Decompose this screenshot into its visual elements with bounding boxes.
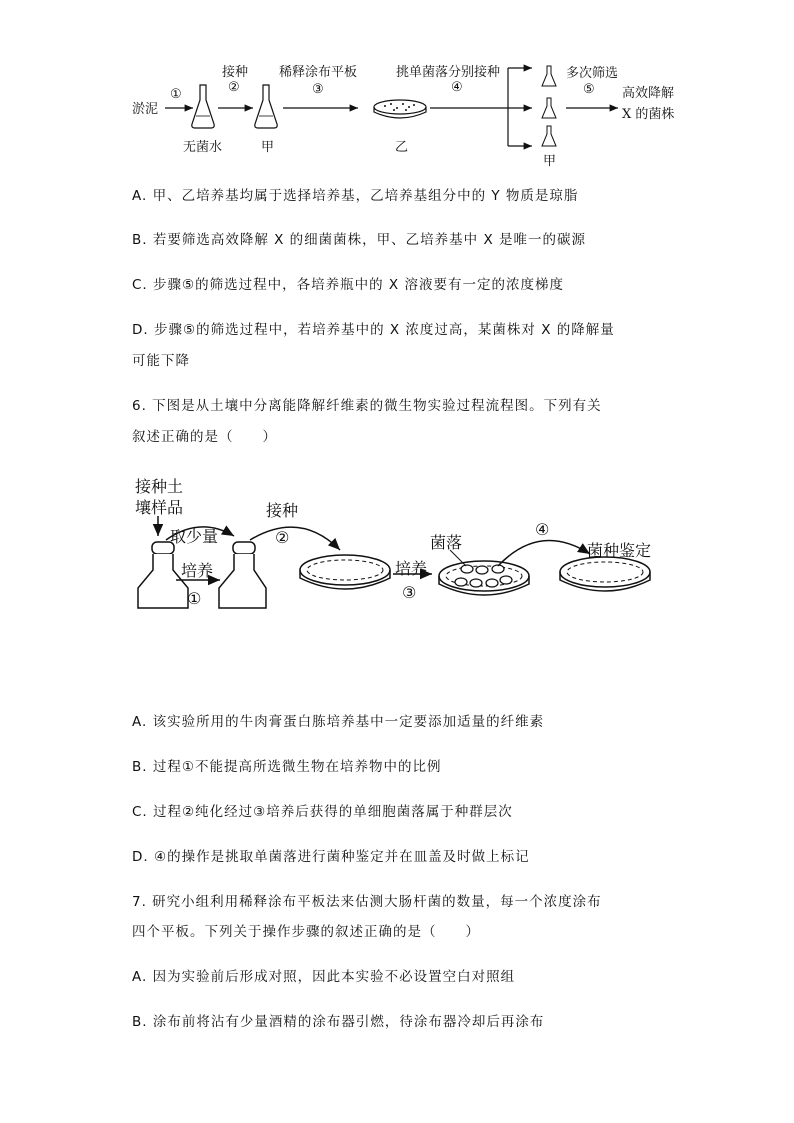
q5-option-a: A. 甲、乙培养基均属于选择培养基，乙培养基组分中的 Y 物质是琼脂: [132, 188, 579, 204]
take-small-label: 取少量: [170, 527, 219, 546]
yi-label: 乙: [395, 140, 409, 155]
inoc-soil-label-1: 接种土: [135, 477, 184, 496]
inoculate-label: 接种: [222, 65, 249, 80]
jia2-label: 甲: [543, 154, 557, 169]
step5-mark: ⑤: [583, 82, 595, 97]
figure2-drawing: [0, 470, 794, 630]
result-label-1: 高效降解: [622, 86, 675, 101]
step3-mark: ③: [312, 82, 324, 97]
step4-mark: ④: [451, 80, 463, 95]
q6-option-b: B. 过程①不能提高所选微生物在培养物中的比例: [132, 759, 442, 775]
q5-option-d-cont: 可能下降: [132, 353, 190, 369]
culture-label-3: 培养: [395, 559, 428, 578]
repeat-screen-label: 多次筛选: [566, 66, 619, 81]
q7-option-b: B. 涂布前将沾有少量酒精的涂布器引燃，待涂布器冷却后再涂布: [132, 1014, 545, 1030]
result-label-2: X 的菌株: [622, 107, 675, 122]
inoc-soil-label-2: 壤样品: [135, 498, 184, 517]
mud-label: 淤泥: [132, 102, 159, 117]
figure-cellulose-isolation: [0, 470, 794, 630]
step2-mark: ②: [228, 80, 240, 95]
dilute-spread-label: 稀释涂布平板: [279, 65, 358, 80]
step3-mark-2: ③: [402, 583, 417, 602]
identify-label: 菌种鉴定: [587, 541, 652, 560]
sterile-water-label: 无菌水: [183, 140, 223, 155]
colony-label: 菌落: [430, 533, 463, 552]
jia-label: 甲: [261, 140, 275, 155]
q6-option-a: A. 该实验所用的牛肉膏蛋白胨培养基中一定要添加适量的纤维素: [132, 714, 545, 730]
q7-stem-2: 四个平板。下列关于操作步骤的叙述正确的是（ ）: [132, 924, 480, 940]
q5-option-b: B. 若要筛选高效降解 X 的细菌菌株，甲、乙培养基中 X 是唯一的碳源: [132, 232, 587, 248]
q5-option-c: C. 步骤⑤的筛选过程中，各培养瓶中的 X 溶液要有一定的浓度梯度: [132, 277, 564, 293]
culture-label-1: 培养: [181, 561, 214, 580]
q7-option-a: A. 因为实验前后形成对照，因此本实验不必设置空白对照组: [132, 969, 516, 985]
q6-option-d: D. ④的操作是挑取单菌落进行菌种鉴定并在皿盖及时做上标记: [132, 849, 530, 865]
step1-mark: ①: [170, 87, 182, 102]
q6-stem-1: 6. 下图是从土壤中分离能降解纤维素的微生物实验过程流程图。下列有关: [132, 398, 602, 414]
inoculate-label-2: 接种: [266, 501, 299, 520]
step1-mark-2: ①: [187, 589, 202, 608]
q5-option-d: D. 步骤⑤的筛选过程中，若培养基中的 X 浓度过高，某菌株对 X 的降解量: [132, 322, 615, 338]
pick-colony-label: 挑单菌落分别接种: [396, 65, 501, 80]
q6-option-c: C. 过程②纯化经过③培养后获得的单细胞菌落属于种群层次: [132, 804, 513, 820]
q7-stem-1: 7. 研究小组利用稀释涂布平板法来估测大肠杆菌的数量，每一个浓度涂布: [132, 894, 602, 910]
step4-mark-2: ④: [535, 520, 550, 539]
step2-mark-2: ②: [275, 528, 290, 547]
q6-stem-2: 叙述正确的是（ ）: [132, 429, 277, 445]
figure-screening-flow: [0, 0, 794, 170]
